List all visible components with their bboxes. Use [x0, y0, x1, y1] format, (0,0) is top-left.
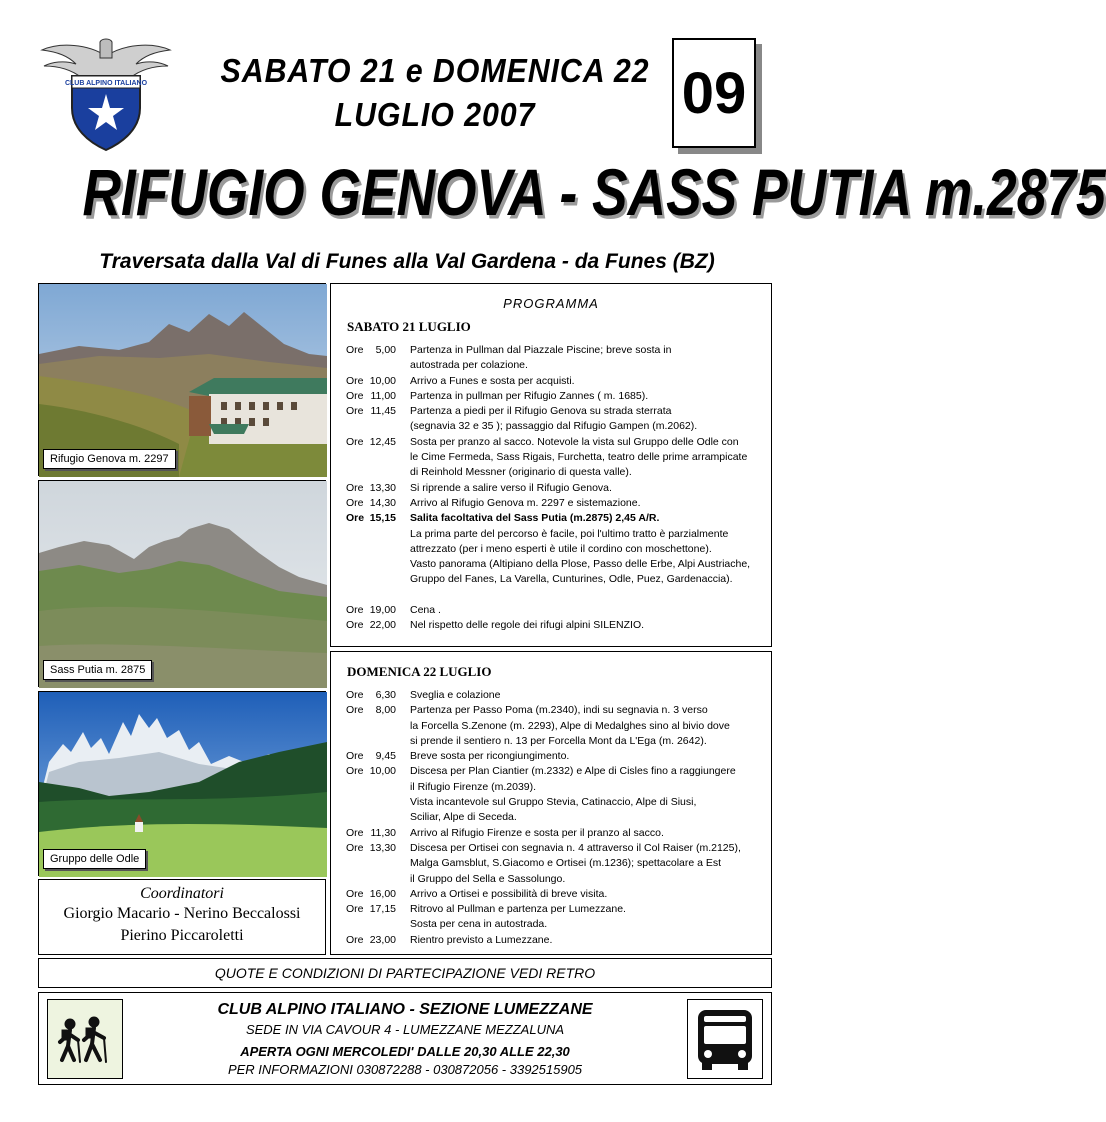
schedule-time: [368, 719, 396, 734]
day-title-saturday: SABATO 21 LUGLIO: [347, 319, 471, 334]
event-date-line2: LUGLIO 2007: [334, 96, 536, 133]
schedule-time: 11,30: [370, 826, 396, 839]
schedule-row: [331, 749, 771, 764]
schedule-time: [368, 810, 396, 825]
schedule-description: Partenza in Pullman dal Piazzale Piscine; breve sosta in: [410, 344, 672, 356]
photo-caption: Gruppo delle Odle: [43, 849, 146, 869]
schedule-ore: [346, 810, 368, 825]
schedule-description: Arrivo al Rifugio Genova m. 2297 e sistemazione.: [410, 496, 641, 509]
schedule-ore: Ore: [346, 903, 364, 916]
schedule-time: [368, 872, 396, 887]
schedule-description: Ritrovo al Pullman e partenza per Lumezzane.: [410, 903, 626, 916]
schedule-description: Malga Gamsblut, S.Giacomo e Ortisei (m.1236); spettacolare a Est: [410, 857, 722, 870]
schedule-time: [368, 917, 396, 932]
schedule-row: [331, 719, 771, 734]
club-address: SEDE IN VIA CAVOUR 4 - LUMEZZANE MEZZALUNA: [245, 1022, 565, 1037]
event-date-line1: SABATO 21 e DOMENICA 22: [220, 52, 650, 89]
schedule-time: [368, 450, 396, 465]
schedule-time: 8,00: [375, 704, 396, 717]
schedule-time: [368, 856, 396, 871]
program-label: PROGRAMMA: [503, 296, 599, 311]
schedule-time: 19,00: [369, 604, 396, 617]
schedule-time: 13,30: [369, 841, 396, 854]
club-phone-info: PER INFORMAZIONI 030872288 - 030872056 - 3392515905: [227, 1062, 583, 1077]
schedule-row: [331, 902, 771, 917]
schedule-description: Cena .: [410, 604, 441, 617]
schedule-time: [368, 542, 396, 557]
photo-rifugio-genova: [38, 283, 326, 476]
schedule-row: [331, 542, 771, 557]
schedule-row: [331, 734, 771, 749]
photo-sass-putia: [38, 480, 326, 687]
event-number: 09: [672, 38, 756, 148]
schedule-row: [331, 841, 771, 856]
schedule-row: [331, 389, 771, 404]
schedule-row: [331, 780, 771, 795]
schedule-ore: [346, 780, 368, 795]
schedule-time: 5,00: [375, 344, 396, 356]
cai-logo: [38, 36, 174, 154]
schedule-time: [368, 795, 396, 810]
schedule-row: [331, 764, 771, 779]
schedule-description: Discesa per Plan Ciantier (m.2332) e Alpe di Cisles fino a raggiungere: [410, 765, 736, 778]
schedule-ore: [346, 419, 368, 434]
schedule-row: [331, 496, 771, 511]
schedule-time: [368, 734, 396, 749]
schedule-description: Arrivo al Rifugio Firenze e sosta per il pranzo al sacco.: [410, 826, 664, 839]
schedule-description: (segnavia 32 e 35 ); passaggio dal Rifugio Gampen (m.2062).: [410, 420, 698, 433]
schedule-description: la Forcella S.Zenone (m. 2293), Alpe di Medalghes sino al bivio dove: [410, 719, 730, 732]
schedule-row: [331, 557, 771, 572]
schedule-row: [331, 404, 771, 419]
schedule-ore: Ore: [346, 765, 364, 778]
schedule-time: [368, 358, 396, 373]
schedule-time: [368, 557, 396, 572]
day-title-sunday: DOMENICA 22 LUGLIO: [347, 664, 492, 679]
schedule-row: [331, 887, 771, 902]
schedule-description: [410, 588, 771, 603]
schedule-ore: [346, 465, 368, 480]
schedule-row: [331, 419, 771, 434]
schedule-time: 11,45: [370, 405, 396, 418]
schedule-row: [331, 588, 771, 603]
schedule-ore: Ore: [346, 750, 364, 763]
quote-notice: QUOTE E CONDIZIONI DI PARTECIPAZIONE VEDI RETRO: [38, 958, 772, 988]
schedule-time: [368, 780, 396, 795]
schedule-ore: [346, 542, 368, 557]
schedule-time: 22,00: [369, 619, 396, 632]
schedule-ore: [346, 588, 368, 603]
schedule-ore: [346, 450, 368, 465]
schedule-ore: Ore: [346, 389, 364, 402]
club-name: CLUB ALPINO ITALIANO - SEZIONE LUMEZZANE: [217, 1001, 593, 1018]
schedule-description: autostrada per colazione.: [410, 359, 528, 372]
schedule-row: [331, 374, 771, 389]
schedule-time: 17,15: [369, 903, 396, 916]
schedule-description: le Cime Fermeda, Sass Rigais, Furchetta, teatro delle prime arrampicate: [410, 451, 748, 464]
schedule-ore: [346, 557, 368, 572]
schedule-row: [331, 465, 771, 480]
coordinators-box: [38, 879, 326, 955]
schedule-time: 10,00: [369, 765, 396, 778]
page-subtitle: Traversata dalla Val di Funes alla Val Gardena - da Funes (BZ): [99, 250, 715, 273]
footer: [38, 992, 772, 1085]
schedule-time: [368, 527, 396, 542]
schedule-description: Partenza per Passo Poma (m.2340), indi su segnavia n. 3 verso: [410, 704, 708, 717]
schedule-description: Rientro previsto a Lumezzane.: [410, 933, 553, 946]
schedule-time: 10,00: [369, 374, 396, 387]
schedule-ore: Ore: [346, 704, 364, 717]
schedule-description: Sciliar, Alpe di Seceda.: [410, 811, 517, 824]
schedule-ore: [346, 856, 368, 871]
schedule-ore: Ore: [346, 512, 365, 525]
hikers-icon: [47, 999, 123, 1079]
schedule-row: [331, 450, 771, 465]
schedule-row: [331, 795, 771, 810]
schedule-description: Sosta per cena in autostrada.: [410, 918, 548, 931]
coordinators-title: Coordinatori: [140, 885, 224, 902]
schedule-ore: [346, 795, 368, 810]
schedule-description: Breve sosta per ricongiungimento.: [410, 750, 570, 763]
schedule-ore: Ore: [346, 496, 364, 509]
schedule-description: Sveglia e colazione: [410, 689, 501, 701]
schedule-row: [331, 872, 771, 887]
logo-text: CLUB ALPINO ITALIANO: [64, 80, 148, 87]
schedule-description: Partenza a piedi per il Rifugio Genova su strada sterrata: [410, 405, 672, 418]
bus-icon: [687, 999, 763, 1079]
schedule-time: 6,30: [375, 689, 396, 701]
schedule-description: Gruppo del Fanes, La Varella, Cunturines, Odle, Puez, Gardenaccia).: [410, 573, 733, 586]
schedule-description: attrezzato (per i meno esperti è utile il cordino con moschettone).: [410, 542, 712, 555]
schedule-ore: Ore: [346, 887, 364, 900]
schedule-time: [368, 588, 396, 603]
schedule-time: 15,15: [369, 512, 396, 525]
schedule-description: Vista incantevole sul Gruppo Stevia, Catinaccio, Alpe di Siusi,: [410, 796, 697, 809]
schedule-description: Arrivo a Funes e sosta per acquisti.: [410, 374, 575, 387]
schedule-description: Nel rispetto delle regole dei rifugi alpini SILENZIO.: [410, 619, 645, 632]
schedule-time: 11,00: [370, 389, 396, 402]
schedule-ore: [346, 527, 368, 542]
schedule-time: [368, 572, 396, 587]
schedule-ore: Ore: [346, 841, 364, 854]
schedule-description: il Gruppo del Sella e Sassolungo.: [410, 872, 566, 885]
schedule-time: [368, 419, 396, 434]
schedule-ore: Ore: [346, 481, 364, 494]
schedule-sunday: [331, 688, 771, 948]
schedule-row: [331, 688, 771, 703]
schedule-description: di Reinhold Messner (originario di questa valle).: [410, 466, 632, 479]
schedule-time: 9,45: [375, 750, 396, 763]
schedule-description: Si riprende a salire verso il Rifugio Genova.: [410, 481, 612, 494]
schedule-time: 16,00: [369, 887, 396, 900]
schedule-row: [331, 917, 771, 932]
schedule-row: [331, 435, 771, 450]
schedule-row: [331, 481, 771, 496]
schedule-ore: [346, 917, 368, 932]
schedule-time: [368, 465, 396, 480]
schedule-description: il Rifugio Firenze (m.2039).: [410, 780, 537, 793]
schedule-row: [331, 358, 771, 373]
photo-gruppo-odle: [38, 691, 326, 876]
schedule-row: [331, 810, 771, 825]
page-title: RIFUGIO GENOVA - SASS PUTIA m.2875: [82, 156, 1106, 231]
schedule-ore: Ore: [346, 374, 364, 387]
schedule-row: [331, 933, 771, 948]
schedule-description: Partenza in pullman per Rifugio Zannes ( m. 1685).: [410, 389, 649, 402]
schedule-ore: Ore: [346, 619, 364, 632]
schedule-description: Vasto panorama (Altipiano della Plose, Passo delle Erbe, Alpi Austriache,: [410, 558, 751, 571]
schedule-ore: [346, 358, 368, 373]
schedule-row: [331, 826, 771, 841]
schedule-description: La prima parte del percorso è facile, poi l'ultimo tratto è parzialmente: [410, 527, 729, 540]
schedule-description: Arrivo a Ortisei e possibilità di breve visita.: [410, 887, 608, 900]
schedule-row: [331, 343, 771, 358]
schedule-row: [331, 856, 771, 871]
schedule-description: si prende il sentiero n. 13 per Forcella Mont da L'Ega (m. 2642).: [410, 734, 707, 747]
schedule-ore: Ore: [346, 604, 364, 617]
schedule-description: Discesa per Ortisei con segnavia n. 4 attraverso il Col Raiser (m.2125),: [410, 841, 741, 854]
schedule-ore: Ore: [346, 435, 364, 448]
schedule-ore: Ore: [346, 689, 364, 701]
schedule-ore: Ore: [346, 933, 364, 946]
schedule-row: [331, 703, 771, 718]
schedule-time: 23,00: [369, 933, 396, 946]
coordinators-line1: Giorgio Macario - Nerino Beccalossi: [63, 905, 301, 922]
program-saturday: [330, 283, 772, 647]
schedule-time: 14,30: [369, 496, 396, 509]
schedule-time: 12,45: [369, 435, 396, 448]
photo-caption: Rifugio Genova m. 2297: [43, 449, 176, 469]
schedule-row: [331, 572, 771, 587]
schedule-ore: [346, 734, 368, 749]
schedule-row: [331, 527, 771, 542]
schedule-row: [331, 603, 771, 618]
schedule-time: 13,30: [369, 481, 396, 494]
schedule-description: Sosta per pranzo al sacco. Notevole la vista sul Gruppo delle Odle con: [410, 435, 739, 448]
program-sunday: [330, 651, 772, 955]
schedule-ore: [346, 572, 368, 587]
schedule-ore: Ore: [346, 344, 364, 356]
schedule-ore: Ore: [346, 826, 364, 839]
coordinators-line2: Pierino Piccaroletti: [120, 927, 244, 944]
schedule-saturday: [331, 343, 771, 634]
club-hours: APERTA OGNI MERCOLEDI' DALLE 20,30 ALLE 22,30: [240, 1044, 570, 1059]
schedule-ore: Ore: [346, 405, 364, 418]
schedule-row: [331, 618, 771, 633]
photo-caption: Sass Putia m. 2875: [43, 660, 152, 680]
schedule-row: [331, 511, 771, 526]
schedule-ore: [346, 719, 368, 734]
schedule-ore: [346, 872, 368, 887]
schedule-description: Salita facoltativa del Sass Putia (m.2875) 2,45 A/R.: [410, 512, 660, 525]
